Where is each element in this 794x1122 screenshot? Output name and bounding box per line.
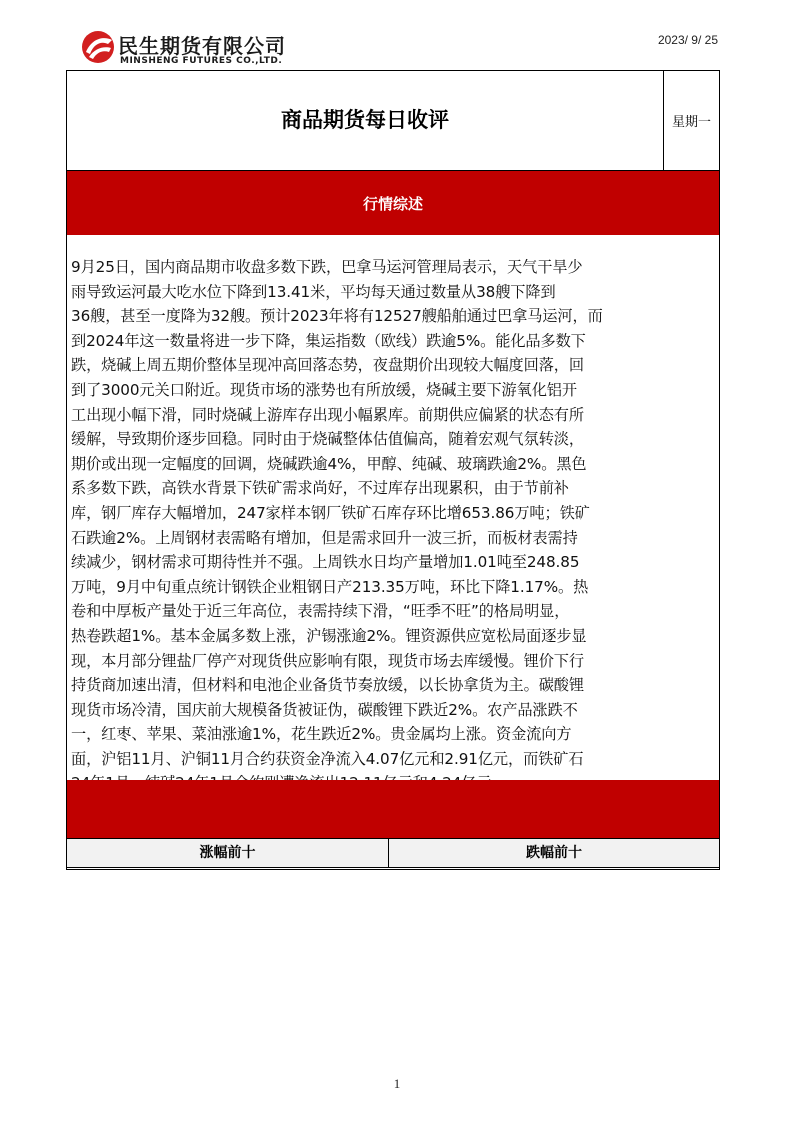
summary-line: 雨导致运河最大吃水位下降到13.41米，平均每天通过数量从38艘下降到 [71, 282, 556, 301]
summary-line: 缓解，导致期价逐步回稳。同时由于烧碱整体估值偏高，随着宏观气氛转淡， [71, 430, 584, 449]
summary-line: 9月25日，国内商品期市收盘多数下跌，巴拿马运河管理局表示，天气干旱少 [71, 258, 583, 276]
summary-line: 续减少，钢材需求可期待性并不强。上周铁水日均产量增加1.01吨至248.85 [71, 553, 580, 572]
section-header-market-summary: 行情综述 [67, 171, 719, 235]
truncated-table-row [67, 868, 719, 870]
summary-line: 一，红枣、苹果、菜油涨逾1%，花生跌近2%。贵金属均上涨。资金流向方 [71, 725, 572, 744]
report-table [66, 70, 720, 870]
summary-line: 到了3000元关口附近。现货市场的涨势也有所放缓，烧碱主要下游氧化铝开 [71, 380, 577, 399]
summary-line: 跌，烧碱上周五期价整体呈现冲高回落态势，夜盘期价出现较大幅度回落，回 [71, 356, 584, 375]
summary-line: 系多数下跌，高铁水背景下铁矿需求尚好，不过库存出现累积，由于节前补 [71, 479, 569, 498]
company-logo [80, 26, 320, 72]
page-number: 1 [393, 1076, 401, 1091]
section-band-empty [67, 780, 719, 838]
summary-line: 石跌逾2%。上周钢材表需略有增加，但是需求回升一波三折，而板材表需持 [71, 528, 578, 547]
fall-top-ten-header: 跌幅前十 [389, 838, 719, 868]
summary-line: 持货商加速出清，但材料和电池企业备货节奏放缓，以长协拿货为主。碳酸锂 [71, 676, 584, 695]
summary-line: 工出现小幅下滑，同时烧碱上游库存出现小幅累库。前期供应偏紧的状态有所 [71, 405, 584, 424]
summary-line: 卷和中厚板产量处于近三年高位，表需持续下滑，“旺季不旺”的格局明显， [71, 602, 570, 621]
summary-line: 到2024年这一数量将进一步下降，集运指数（欧线）跌逾5%。能化品多数下 [71, 331, 586, 350]
market-summary-text [71, 255, 717, 796]
minsheng-logo-icon [80, 28, 116, 66]
summary-line: 热卷跌超1%。基本金属多数上涨，沪锡涨逾2%。锂资源供应宽松局面逐步显 [71, 626, 587, 645]
weekday-label: 星期一 [663, 71, 719, 170]
report-date: 2023/ 9/ 25 [657, 33, 718, 47]
summary-line: 期价或出现一定幅度的回调，烧碱跌逾4%，甲醇、纯碱、玻璃跌逾2%。黑色 [71, 454, 587, 473]
summary-line: 万吨，9月中旬重点统计钢铁企业粗钢日产213.35万吨，环比下降1.17%。热 [71, 577, 589, 596]
summary-line: 现货市场冷清，国庆前大规模备货被证伪，碳酸锂下跌近2%。农产品涨跌不 [71, 700, 578, 719]
summary-line: 面，沪铝11月、沪铜11月合约获资金净流入4.07亿元和2.91亿元，而铁矿石 [71, 749, 584, 768]
title-row [67, 71, 719, 171]
summary-line: 库，钢厂库存大幅增加，247家样本钢厂铁矿石库存环比增653.86万吨；铁矿 [71, 503, 590, 522]
report-title: 商品期货每日收评 [281, 108, 449, 132]
company-name-cn: 民生期货有限公司 [118, 34, 286, 58]
rise-top-ten-header: 涨幅前十 [67, 838, 389, 868]
summary-line: 36艘，甚至一度降为32艘。预计2023年将有12527艘船舶通过巴拿马运河，而 [71, 307, 603, 326]
summary-line: 现，本月部分锂盐厂停产对现货供应影响有限，现货市场去库缓慢。锂价下行 [71, 651, 584, 670]
company-name-en: MINSHENG FUTURES CO.,LTD. [120, 56, 283, 66]
